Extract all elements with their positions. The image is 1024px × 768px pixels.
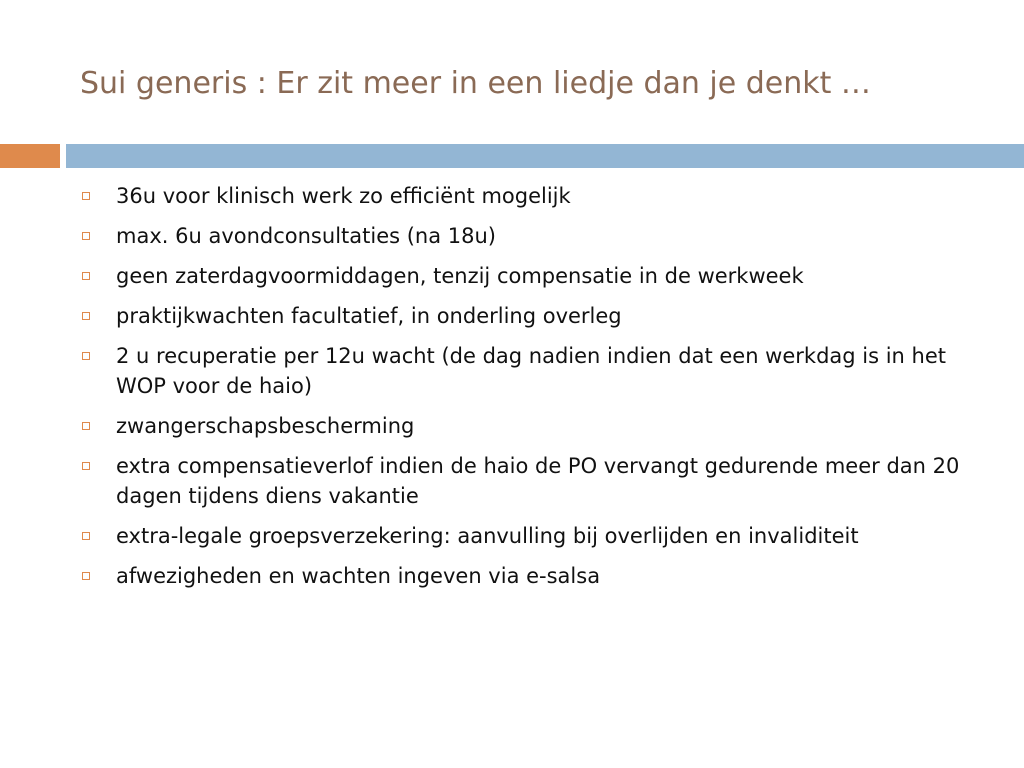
bullet-text: afwezigheden en wachten ingeven via e-salsa [116,564,601,588]
bullet-item [82,221,982,251]
bullet-text: 36u voor klinisch werk zo efficiënt mogelijk [116,184,571,208]
square-outline-icon [82,352,90,360]
bullet-text: praktijkwachten facultatief, in onderling overleg [116,304,622,328]
bullet-text: 2 u recuperatie per 12u wacht (de dag nadien indien dat een werkdag is in het WOP voor de haio) [116,344,947,398]
square-outline-icon [82,312,90,320]
square-outline-icon [82,572,90,580]
square-outline-icon [82,192,90,200]
bullet-item [82,411,982,441]
square-outline-icon [82,422,90,430]
square-outline-icon [82,272,90,280]
slide-title: Sui generis : Er zit meer in een liedje dan je denkt … [80,66,871,101]
slide-content [82,181,982,601]
bullet-item [82,561,982,591]
bullet-item [82,521,982,551]
square-outline-icon [82,462,90,470]
bullet-text: extra compensatieverlof indien de haio de PO vervangt gedurende meer dan 20 dagen tijdens diens vakantie [116,454,960,508]
bullet-text: max. 6u avondconsultaties (na 18u) [116,224,496,248]
square-outline-icon [82,532,90,540]
bullet-text: zwangerschapsbescherming [116,414,415,438]
square-outline-icon [82,232,90,240]
bullet-item [82,181,982,211]
accent-bar-orange [0,144,60,168]
bullet-item [82,301,982,331]
bullet-item [82,261,982,291]
bullet-item [82,341,982,401]
bullet-text: geen zaterdagvoormiddagen, tenzij compensatie in de werkweek [116,264,804,288]
bullet-item [82,451,982,511]
accent-bar-blue [66,144,1024,168]
bullet-text: extra-legale groepsverzekering: aanvulling bij overlijden en invaliditeit [116,524,859,548]
bullet-list [82,181,982,591]
